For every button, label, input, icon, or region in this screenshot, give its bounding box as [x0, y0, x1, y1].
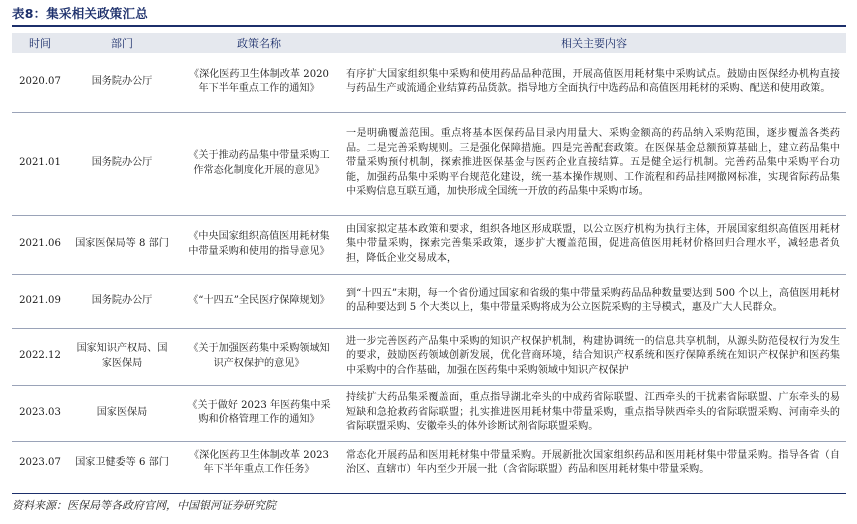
- table-row: [12, 112, 846, 215]
- cell-date: 2021.01: [19, 157, 61, 169]
- cell-content: 有序扩大国家组织集中采购和使用药品品种范围，开展高值医用耗材集中采购试点。鼓励由医保经办机构直接与药品生产或流通企业结算药品货款。指导地方全面执行中选药品和高值医用耗材的采购、配送和使用政策。: [346, 68, 840, 95]
- cell-policy: 《深化医药卫生体制改革 2020 年下半年重点工作的通知》: [189, 68, 329, 95]
- cell-policy: 《关于加强医药集中采购领域知识产权保护的意见》: [188, 343, 330, 369]
- cell-dept: 国家知识产权局、国家医保局: [76, 343, 168, 369]
- cell-policy: 《关于推动药品集中带量采购工作常态化制度化开展的意见》: [188, 150, 330, 176]
- cell-date: 2020.07: [19, 76, 61, 87]
- header-dept: 部门: [68, 33, 176, 53]
- cell-date: 2022.12: [19, 350, 61, 362]
- cell-dept: 国务院办公厅: [91, 157, 153, 169]
- header-content: 相关主要内容: [342, 33, 846, 53]
- table-row: [12, 385, 846, 441]
- table-row: [12, 441, 846, 485]
- cell-policy: 《关于做好 2023 年医药集中采购和价格管理工作的通知》: [187, 399, 331, 425]
- table-row: [12, 274, 846, 328]
- policy-table: [12, 33, 846, 485]
- cell-content: 由国家拟定基本政策和要求，组织各地区形成联盟，以公立医疗机构为执行主体，开展国家组织高值医用耗材集中带量采购，探索完善集采政策，逐步扩大覆盖范围，促进高值医用耗材价格回归合理水平，减轻患者负担，降低企业交易成本，: [346, 223, 840, 264]
- cell-date: 2021.06: [19, 238, 61, 250]
- cell-date: 2021.09: [19, 294, 61, 306]
- cell-date: 2023.07: [19, 457, 61, 468]
- source-note: 资料来源：医保局等各政府官网，中国银河证券研究院: [12, 499, 276, 512]
- cell-dept: 国务院办公厅: [91, 76, 153, 87]
- cell-content: 一是明确覆盖范围。重点将基本医保药品目录内用量大、采购金额高的药品纳入采购范围，逐步覆盖各类药品。二是完善采购规则。三是强化保障措施。四是完善配套政策。在医保基金总额预算基础上，建立药品集中带量采购预付机制，探索推进医保基金与医药企业直接结算。五是健全运行机制。完善药品集中采购平台功能，加强药品集中采购平台规范化建设，统一基本操作规则、工作流程和药品挂网撤网标准，实现省际药品集中采购信息互联互通，加快形成全国统一开放的药品集中采购市场。: [346, 128, 840, 198]
- table-row: [12, 328, 846, 385]
- header-policy: 政策名称: [176, 33, 342, 53]
- cell-policy: 《深化医药卫生体制改革 2023 年下半年重点工作任务》: [189, 449, 329, 476]
- cell-content: 持续扩大药品集采覆盖面，重点指导湖北牵头的中成药省际联盟、江西牵头的干扰素省际联盟、广东牵头的易短缺和急抢救药省际联盟；扎实推进医用耗材集中带量采购，重点指导陕西牵头的省际联盟采购、河南牵头的省际联盟采购、安徽牵头的体外诊断试剂省际联盟采购。: [346, 392, 840, 433]
- cell-policy: 《“十四五”全民医疗保障规划》: [188, 294, 330, 306]
- table-row: [12, 215, 846, 274]
- cell-dept: 国家卫健委等 6 部门: [75, 457, 169, 468]
- title-rule: [12, 25, 846, 27]
- cell-content: 到“十四五”末期，每一个省份通过国家和省级的集中带量采购药品品种数量要达到 500 个以上，高值医用耗材的品种要达到 5 个大类以上，集中带量采购将成为公立医院采购的主导模式，惠及广大人民群众。: [346, 287, 840, 313]
- cell-content: 常态化开展药品和医用耗材集中带量采购。开展新批次国家组织药品和医用耗材集中带量采购。指导各省（自治区、直辖市）年内至少开展一批（含省际联盟）药品和医用耗材集中带量采购。: [346, 449, 840, 476]
- table-row: [12, 53, 846, 112]
- cell-policy: 《中央国家组织高值医用耗材集中带量采购和使用的指导意见》: [188, 231, 330, 257]
- cell-dept: 国家医保局: [96, 406, 148, 418]
- header-row: [12, 33, 846, 53]
- header-date: 时间: [12, 33, 68, 53]
- cell-content: 进一步完善医药产品集中采购的知识产权保护机制，构建协调统一的信息共享机制，从源头防范侵权行为发生的要求，鼓励医药领域创新发展，优化营商环境，结合知识产权系统和医疗保障系统在知识产权保护和医药集中采购中的合作基础，加强在医药集中采购领域中知识产权保护: [346, 335, 840, 376]
- cell-dept: 国家医保局等 8 部门: [75, 238, 169, 250]
- table-title: 表8：集采相关政策汇总: [12, 6, 148, 21]
- cell-dept: 国务院办公厅: [91, 294, 153, 306]
- bottom-rule: [12, 493, 846, 494]
- cell-date: 2023.03: [19, 406, 61, 418]
